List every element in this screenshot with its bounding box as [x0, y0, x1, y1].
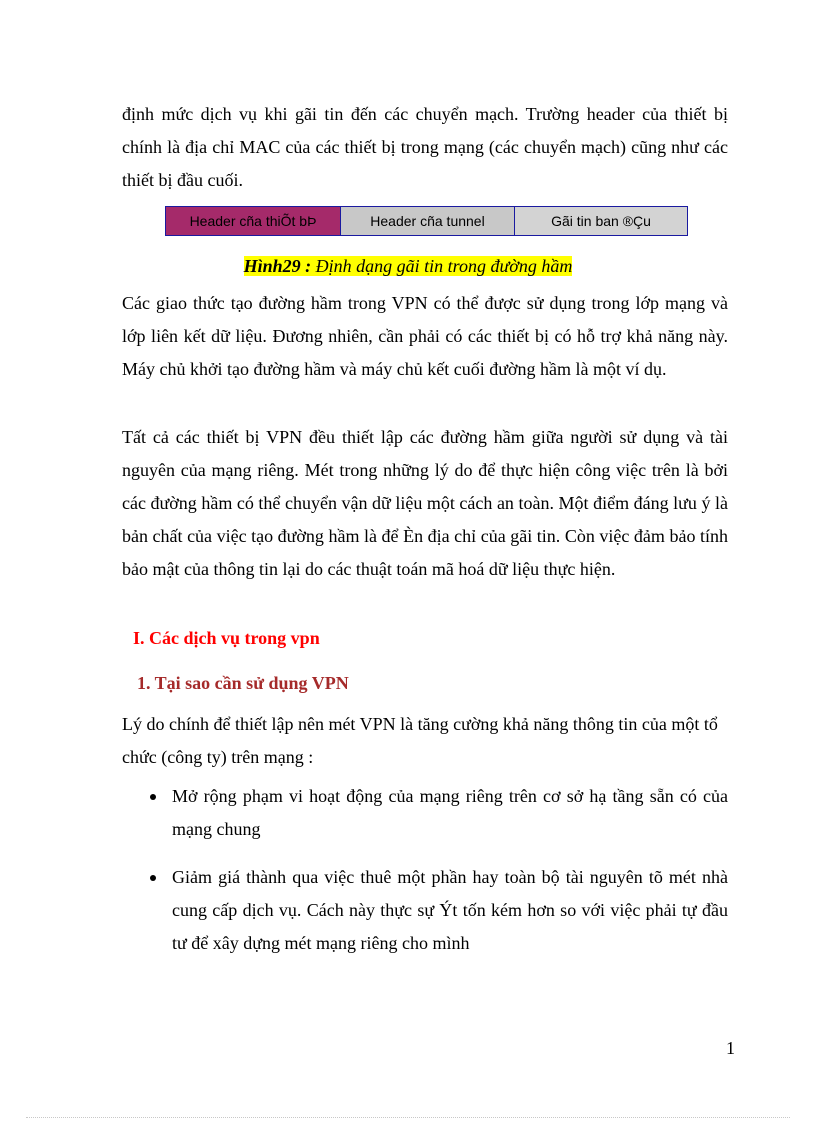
- paragraph-tunneling-protocols: Các giao thức tạo đường hầm trong VPN có thể được sử dụng trong lớp mạng và lớp liên kết dữ liệu. Đương nhiên, cần phải có các thiết bị có hỗ trợ khả năng này. Máy chủ khởi tạo đường hầm và máy chủ kết cuối đường hầm là một ví dụ.: [122, 293, 728, 379]
- caption-text: Định dạng gãi tin trong đường hầm: [311, 256, 573, 276]
- list-item: [150, 861, 728, 960]
- page-number: 1: [726, 1038, 735, 1058]
- benefits-list: [150, 780, 728, 975]
- list-item: [150, 780, 728, 846]
- figure-cell-original-packet: Gãi tin ban ®Çu: [515, 207, 687, 235]
- caption-label: Hình29 :: [243, 256, 312, 276]
- page-divider: [26, 1117, 790, 1118]
- paragraph-intro: định mức dịch vụ khi gãi tin đến các chuyển mạch. Trường header của thiết bị chính là địa chỉ MAC của các thiết bị trong mạng (các chuyển mạch) cũng như các thiết bị đầu cuối.: [122, 104, 728, 190]
- paragraph-vpn-devices: Tất cả các thiết bị VPN đều thiết lập các đường hầm giữa người sử dụng và tài nguyên của mạng riêng. Mét trong những lý do để thực hiện công việc trên là bởi các đường hầm có thể chuyển vận dữ liệu một cách an toàn. Một điểm đáng lưu ý là bản chất của việc tạo đường hầm là để Èn địa chỉ của gãi tin. Còn việc đảm bảo tính bảo mật của thông tin lại do các thuật toán mã hoá dữ liệu thực hiện.: [122, 427, 728, 579]
- list-item-text: Giảm giá thành qua việc thuê một phần hay toàn bộ tài nguyên tõ mét nhà cung cấp dịch vụ. Cách này thực sự Ýt tốn kém hơn so với việc phải tự đầu tư để xây dựng mét mạng riêng cho mình: [172, 867, 728, 953]
- figure-caption: [0, 253, 816, 279]
- bullet-icon: [150, 875, 156, 881]
- packet-format-figure: [165, 206, 688, 236]
- figure-cell-tunnel-header: Header cña tunnel: [341, 207, 515, 235]
- figure-cell-device-header: Header cña thiÕt bÞ: [166, 207, 341, 235]
- section-heading: I. Các dịch vụ trong vpn: [133, 628, 320, 648]
- bullet-icon: [150, 794, 156, 800]
- paragraph-reason: Lý do chính để thiết lập nên mét VPN là tăng cường khả năng thông tin của một tổ chức (công ty) trên mạng :: [122, 714, 718, 767]
- list-item-text: Mở rộng phạm vi hoạt động của mạng riêng trên cơ sở hạ tầng sẵn có của mạng chung: [172, 786, 728, 839]
- subsection-heading: 1. Tại sao cần sử dụng VPN: [137, 673, 349, 693]
